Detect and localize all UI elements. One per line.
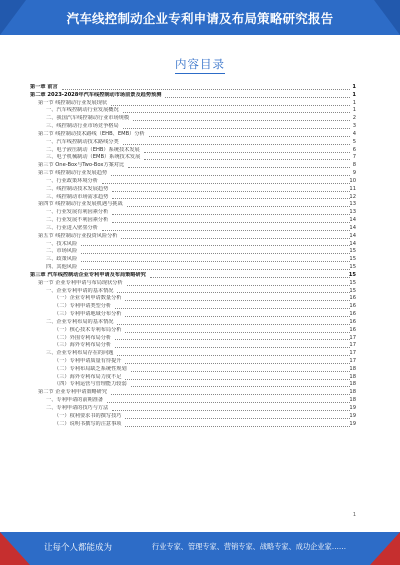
toc-entry[interactable] bbox=[30, 84, 356, 92]
toc-leader-dots bbox=[165, 97, 350, 98]
toc-entry[interactable] bbox=[30, 264, 356, 272]
toc-entry-text: 一、技术风险 bbox=[46, 240, 78, 247]
footer-services: 行业专家、管理专家、营销专家、战略专家、成功企业家…… bbox=[152, 542, 347, 551]
toc-entry-page: 2 bbox=[352, 115, 356, 122]
footer-slogan: 让每个人都能成为 bbox=[44, 543, 113, 553]
toc-entry-text: （二）说明书撰写的注意事项 bbox=[54, 420, 122, 427]
toc-entry-page: 11 bbox=[349, 185, 356, 192]
toc-entry[interactable] bbox=[30, 225, 356, 233]
toc-entry[interactable] bbox=[30, 217, 356, 225]
toc-entry-text: 第二节 线控制动技术路线（EHB、EMB）分析 bbox=[38, 130, 145, 137]
toc-entry[interactable] bbox=[30, 397, 356, 405]
toc-entry-page: 15 bbox=[349, 264, 356, 271]
toc-entry[interactable] bbox=[30, 170, 356, 178]
toc-entry-page: 15 bbox=[349, 279, 356, 286]
report-header bbox=[0, 0, 400, 35]
toc-leader-dots bbox=[112, 222, 350, 223]
toc-leader-dots bbox=[115, 308, 350, 309]
toc-entry-text: （二）专利申请类型分析 bbox=[54, 303, 112, 310]
toc-leader-dots bbox=[81, 269, 350, 270]
toc-entry[interactable] bbox=[30, 147, 356, 155]
toc-entry-text: 二、市场风险 bbox=[46, 248, 78, 255]
toc-entry-text: 三、行业进入壁垒分析 bbox=[46, 224, 98, 231]
toc-leader-dots bbox=[125, 316, 350, 317]
toc-entry-text: 三、线控制动市场需求趋势 bbox=[46, 193, 109, 200]
toc-entry[interactable] bbox=[30, 256, 356, 264]
toc-entry-text: （四）专利运营与管理能力较弱 bbox=[54, 381, 127, 388]
toc-entry[interactable] bbox=[30, 162, 356, 170]
toc-entry-page: 18 bbox=[349, 365, 356, 372]
toc-entry-page: 7 bbox=[352, 154, 356, 161]
toc-entry-text: 二、线控制动技术发展趋势 bbox=[46, 185, 109, 192]
toc-entry-page: 13 bbox=[349, 201, 356, 208]
toc-entry[interactable] bbox=[30, 233, 356, 241]
toc-entry-text: 第三节 One-Box与Two-Box方案对比 bbox=[38, 162, 125, 169]
toc-entry-text: 第二节 企业专利申请策略研究 bbox=[38, 389, 108, 396]
toc-leader-dots bbox=[117, 355, 350, 356]
toc-entry-text: 二、行业发展不利因素分析 bbox=[46, 217, 109, 224]
toc-entry-page: 16 bbox=[349, 295, 356, 302]
report-footer bbox=[0, 532, 400, 565]
toc-entry[interactable] bbox=[30, 327, 356, 335]
toc-entry-text: 一、行业政策环境分析 bbox=[46, 177, 98, 184]
toc-leader-dots bbox=[127, 206, 350, 207]
toc-leader-dots bbox=[144, 152, 350, 153]
toc-leader-dots bbox=[111, 105, 350, 106]
toc-leader-dots bbox=[111, 394, 350, 395]
toc-entry-text: 一、汽车线控制动行业发展概况 bbox=[46, 107, 119, 114]
toc-leader-dots bbox=[107, 402, 350, 403]
toc-entry[interactable] bbox=[30, 209, 356, 217]
toc-leader-dots bbox=[123, 144, 350, 145]
toc-title: 内容目录 bbox=[175, 57, 225, 71]
toc-entry-page: 15 bbox=[349, 256, 356, 263]
toc-entry-text: 四、其他风险 bbox=[46, 264, 78, 271]
toc-entry-text: 二、企业专利布局的基本情况 bbox=[46, 318, 114, 325]
toc-entry[interactable] bbox=[30, 154, 356, 162]
toc-entry[interactable] bbox=[30, 201, 356, 209]
toc-entry-page: 16 bbox=[349, 318, 356, 325]
toc-entry-page: 14 bbox=[349, 217, 356, 224]
toc-entry[interactable] bbox=[30, 92, 356, 100]
footer-right-accent bbox=[370, 532, 400, 565]
footer-left-accent bbox=[0, 532, 30, 565]
toc-entry-page: 19 bbox=[349, 404, 356, 411]
toc-leader-dots bbox=[81, 261, 350, 262]
toc-leader-dots bbox=[125, 426, 350, 427]
toc-entry-page: 19 bbox=[349, 420, 356, 427]
toc-entry-text: （一）专利申请质量有待提升 bbox=[54, 357, 122, 364]
toc-leader-dots bbox=[102, 230, 350, 231]
table-of-contents bbox=[30, 84, 356, 428]
toc-entry[interactable] bbox=[30, 107, 356, 115]
toc-entry-text: （二）专利布局缺乏系统性规划 bbox=[54, 365, 127, 372]
toc-entry-page: 17 bbox=[349, 334, 356, 341]
toc-title-underline bbox=[175, 73, 225, 74]
toc-entry-page: 16 bbox=[349, 311, 356, 318]
toc-entry-page: 3 bbox=[352, 123, 356, 130]
toc-entry-page: 1 bbox=[352, 84, 356, 90]
toc-entry[interactable] bbox=[30, 421, 356, 429]
toc-entry[interactable] bbox=[30, 100, 356, 108]
toc-entry-page: 1 bbox=[352, 99, 356, 106]
toc-entry[interactable] bbox=[30, 280, 356, 288]
toc-entry-text: 第四节 线控制动行业发展机遇与挑战 bbox=[38, 201, 123, 208]
toc-entry-page: 16 bbox=[349, 326, 356, 333]
toc-entry-page: 4 bbox=[352, 130, 356, 137]
toc-leader-dots bbox=[150, 277, 350, 278]
toc-entry-text: 第三章 汽车线控制动企业专利申请及布局策略研究 bbox=[30, 271, 146, 278]
toc-entry-page: 17 bbox=[349, 342, 356, 349]
toc-entry-page: 1 bbox=[352, 91, 356, 98]
toc-entry-page: 15 bbox=[348, 271, 356, 278]
toc-leader-dots bbox=[112, 191, 350, 192]
toc-entry-page: 17 bbox=[349, 357, 356, 364]
toc-leader-dots bbox=[117, 324, 350, 325]
toc-leader-dots bbox=[121, 238, 350, 239]
toc-leader-dots bbox=[125, 300, 350, 301]
toc-leader-dots bbox=[115, 347, 350, 348]
toc-entry[interactable] bbox=[30, 303, 356, 311]
toc-leader-dots bbox=[125, 379, 350, 380]
toc-entry-text: 第一节 企业专利申请与布局现状分析 bbox=[38, 279, 123, 286]
toc-leader-dots bbox=[131, 386, 350, 387]
toc-entry-text: 三、企业专利布局存在的问题 bbox=[46, 350, 114, 357]
toc-leader-dots bbox=[111, 175, 350, 176]
toc-entry-text: 一、企业专利申请的基本情况 bbox=[46, 287, 114, 294]
toc-entry-text: 第二章 2023-2028年汽车线控制动市场前景及趋势预测 bbox=[30, 91, 162, 98]
toc-entry-page: 12 bbox=[349, 193, 356, 200]
toc-entry[interactable] bbox=[30, 241, 356, 249]
toc-leader-dots bbox=[112, 198, 350, 199]
toc-entry-text: 第三节 线控制动行业发展趋势 bbox=[38, 170, 108, 177]
toc-entry-text: （三）专利申请地域分布分析 bbox=[54, 311, 122, 318]
toc-entry-page: 14 bbox=[349, 232, 356, 239]
toc-entry[interactable] bbox=[30, 335, 356, 343]
toc-entry[interactable] bbox=[30, 311, 356, 319]
toc-leader-dots bbox=[149, 136, 350, 137]
toc-entry[interactable] bbox=[30, 272, 356, 280]
toc-leader-dots bbox=[102, 183, 350, 184]
toc-leader-dots bbox=[117, 292, 350, 293]
toc-leader-dots bbox=[62, 89, 350, 90]
toc-entry-text: 第五节 线控制动行业投资风险分析 bbox=[38, 232, 118, 239]
toc-leader-dots bbox=[144, 159, 350, 160]
toc-entry-text: （三）海外专利布局分析 bbox=[54, 342, 112, 349]
toc-entry-text: 二、专利申请的技巧与方法 bbox=[46, 404, 109, 411]
toc-entry[interactable] bbox=[30, 358, 356, 366]
toc-leader-dots bbox=[133, 120, 350, 121]
toc-entry-page: 14 bbox=[349, 224, 356, 231]
toc-entry[interactable] bbox=[30, 389, 356, 397]
toc-entry-page: 18 bbox=[349, 373, 356, 380]
toc-leader-dots bbox=[81, 253, 350, 254]
toc-leader-dots bbox=[127, 285, 350, 286]
toc-leader-dots bbox=[125, 363, 350, 364]
report-title: 汽车线控制动企业专利申请及布局策略研究报告 bbox=[66, 11, 334, 26]
toc-entry-page: 15 bbox=[349, 248, 356, 255]
toc-entry-text: 第一节 线控制动行业发展现状 bbox=[38, 99, 108, 106]
toc-entry-page: 14 bbox=[349, 240, 356, 247]
toc-entry[interactable] bbox=[30, 381, 356, 389]
toc-entry-page: 18 bbox=[349, 381, 356, 388]
toc-entry-text: 二、我国汽车线控制动行业市场规模 bbox=[46, 115, 130, 122]
toc-entry-page: 6 bbox=[352, 146, 356, 153]
toc-entry-page: 10 bbox=[349, 177, 356, 184]
toc-entry-text: 一、专利申请的前期准备 bbox=[46, 397, 104, 404]
toc-leader-dots bbox=[81, 245, 350, 246]
toc-leader-dots bbox=[125, 418, 350, 419]
toc-leader-dots bbox=[123, 112, 350, 113]
toc-entry-page: 5 bbox=[352, 138, 356, 145]
page-number: 1 bbox=[352, 512, 356, 518]
toc-entry[interactable] bbox=[30, 366, 356, 374]
toc-leader-dots bbox=[128, 167, 350, 168]
toc-entry-text: （一）企业专利申请数量分析 bbox=[54, 295, 122, 302]
toc-entry[interactable] bbox=[30, 342, 356, 350]
toc-entry-page: 18 bbox=[349, 389, 356, 396]
toc-entry-text: 二、电子液压制动（EHB）系统技术发展 bbox=[46, 146, 140, 153]
toc-leader-dots bbox=[125, 332, 350, 333]
toc-entry-page: 9 bbox=[352, 170, 356, 177]
toc-entry-text: （三）海外专利布局力度不足 bbox=[54, 373, 122, 380]
toc-entry[interactable] bbox=[30, 295, 356, 303]
toc-leader-dots bbox=[131, 371, 350, 372]
toc-entry-text: （一）核心技术专利布局分析 bbox=[54, 326, 122, 333]
toc-leader-dots bbox=[115, 339, 350, 340]
toc-entry-page: 19 bbox=[349, 412, 356, 419]
toc-entry[interactable] bbox=[30, 123, 356, 131]
toc-entry-text: 三、线控制动行业市场竞争格局 bbox=[46, 123, 119, 130]
toc-entry-page: 13 bbox=[349, 209, 356, 216]
toc-entry-page: 18 bbox=[349, 397, 356, 404]
toc-entry-text: 三、电子机械制动（EMB）系统技术发展 bbox=[46, 154, 141, 161]
toc-entry[interactable] bbox=[30, 194, 356, 202]
toc-entry-text: 一、行业发展有利因素分析 bbox=[46, 209, 109, 216]
toc-entry[interactable] bbox=[30, 248, 356, 256]
toc-entry[interactable] bbox=[30, 178, 356, 186]
toc-leader-dots bbox=[112, 410, 350, 411]
toc-entry[interactable] bbox=[30, 131, 356, 139]
toc-entry[interactable] bbox=[30, 374, 356, 382]
toc-entry-page: 8 bbox=[352, 162, 356, 169]
toc-entry[interactable] bbox=[30, 115, 356, 123]
toc-entry[interactable] bbox=[30, 350, 356, 358]
toc-entry[interactable] bbox=[30, 139, 356, 147]
toc-entry-page: 1 bbox=[352, 107, 356, 114]
toc-entry-text: 一、汽车线控制动技术路线分类 bbox=[46, 138, 119, 145]
toc-entry-text: 三、政策风险 bbox=[46, 256, 78, 263]
toc-entry-text: （一）权利要求书的撰写技巧 bbox=[54, 412, 122, 419]
toc-entry[interactable] bbox=[30, 319, 356, 327]
toc-entry-page: 17 bbox=[349, 350, 356, 357]
toc-entry-text: （二）外围专利布局分析 bbox=[54, 334, 112, 341]
toc-leader-dots bbox=[112, 214, 350, 215]
toc-entry[interactable] bbox=[30, 288, 356, 296]
toc-entry[interactable] bbox=[30, 413, 356, 421]
toc-entry[interactable] bbox=[30, 405, 356, 413]
toc-leader-dots bbox=[123, 128, 350, 129]
toc-entry[interactable] bbox=[30, 186, 356, 194]
toc-entry-text: 第一章 前言 bbox=[30, 84, 58, 90]
toc-entry-page: 16 bbox=[349, 303, 356, 310]
toc-entry-page: 15 bbox=[349, 287, 356, 294]
